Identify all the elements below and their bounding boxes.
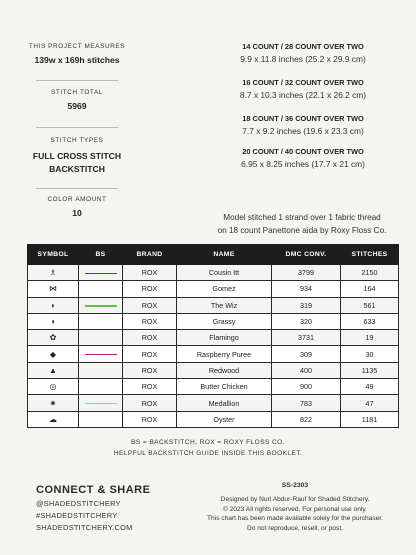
symbol-cell — [28, 330, 79, 346]
bs-cell — [79, 281, 123, 297]
brand-cell: ROX — [123, 411, 177, 427]
count-dimensions: 9.9 x 11.8 inches (25.2 x 29.9 cm) — [240, 54, 366, 64]
count-heading: 18 COUNT / 36 COUNT OVER TWO — [242, 114, 364, 123]
symbol-cell — [28, 379, 79, 395]
brand-cell: ROX — [123, 379, 177, 395]
table-row — [28, 330, 399, 346]
name-cell: Redwood — [177, 362, 272, 378]
symbol-cell — [28, 313, 79, 329]
name-cell: Gomez — [177, 281, 272, 297]
backstitch-line-swatch — [85, 403, 117, 404]
connect-title: CONNECT & SHARE — [36, 484, 151, 496]
bs-cell — [79, 330, 123, 346]
name-cell: Cousin Itt — [177, 265, 272, 281]
symbol-cell — [28, 395, 79, 411]
model-note-line1: Model stitched 1 strand over 1 fabric thread — [223, 213, 381, 222]
divider — [36, 188, 118, 189]
brand-cell: ROX — [123, 330, 177, 346]
bs-cell — [79, 362, 123, 378]
symbol-cell — [28, 265, 79, 281]
color-amount-value: 10 — [72, 208, 82, 218]
measures-value: 139w x 169h stitches — [34, 55, 120, 65]
count-heading: 14 COUNT / 28 COUNT OVER TWO — [242, 42, 364, 51]
dmc-cell: 822 — [272, 411, 341, 427]
stitches-cell: 1181 — [341, 411, 399, 427]
count-heading: 16 COUNT / 32 COUNT OVER TWO — [242, 78, 364, 87]
table-row — [28, 379, 399, 395]
symbol-cell — [28, 281, 79, 297]
brand-cell: ROX — [123, 297, 177, 313]
table-header-row — [28, 245, 399, 265]
legend-note: BS = BACKSTITCH, ROX = ROXY FLOSS CO. — [131, 439, 285, 446]
divider — [36, 127, 118, 128]
stitch-type-backstitch: BACKSTITCH — [49, 164, 105, 174]
stitch-total-block — [18, 89, 136, 113]
color-amount-label: COLOR AMOUNT — [47, 196, 107, 203]
chart-symbol-icon: ◎ — [49, 382, 57, 392]
legal-block — [190, 481, 400, 533]
column-header-stitches: STITCHES — [341, 245, 399, 265]
backstitch-line-swatch — [85, 305, 117, 306]
dmc-cell: 309 — [272, 346, 341, 362]
dmc-cell: 934 — [272, 281, 341, 297]
brand-cell: ROX — [123, 346, 177, 362]
legal-line: Do not reproduce, resell, or post. — [246, 524, 344, 532]
chart-symbol-icon: ✿ — [49, 333, 57, 343]
column-header-symbol: SYMBOL — [28, 245, 79, 265]
legal-line: © 2023 All rights reserved. For personal use only. — [222, 505, 367, 513]
count-20 — [205, 147, 401, 169]
chart-symbol-icon: ⋈ — [49, 284, 57, 294]
stitches-cell: 1135 — [341, 362, 399, 378]
symbol-cell — [28, 411, 79, 427]
count-18 — [205, 114, 401, 136]
table-row — [28, 395, 399, 411]
brand-cell: ROX — [123, 362, 177, 378]
symbol-cell — [28, 362, 79, 378]
table-body — [28, 265, 399, 428]
backstitch-line-swatch — [85, 354, 117, 355]
chart-symbol-icon: ☁ — [49, 414, 57, 424]
bs-cell — [79, 395, 123, 411]
model-note — [195, 211, 409, 237]
stitches-cell: 47 — [341, 395, 399, 411]
brand-cell: ROX — [123, 395, 177, 411]
stitch-type-full-cross: FULL CROSS STITCH — [32, 151, 122, 161]
table-row — [28, 313, 399, 329]
backstitch-guide-note: HELPFUL BACKSTITCH GUIDE INSIDE THIS BOOKLET. — [113, 450, 303, 457]
name-cell: Flamingo — [177, 330, 272, 346]
stitches-cell: 49 — [341, 379, 399, 395]
divider — [36, 80, 118, 81]
model-note-line2: on 18 count Panettone aida by Roxy Floss Co. — [217, 226, 387, 235]
dmc-cell: 900 — [272, 379, 341, 395]
column-header-brand: BRAND — [123, 245, 177, 265]
stitches-cell: 2150 — [341, 265, 399, 281]
bs-cell — [79, 265, 123, 281]
table-row — [28, 281, 399, 297]
count-14 — [205, 42, 401, 64]
instagram-handle: @SHADEDSTITCHERY — [36, 499, 121, 508]
name-cell: Medallion — [177, 395, 272, 411]
website: SHADEDSTITCHERY.COM — [36, 523, 133, 532]
count-dimensions: 8.7 x 10.3 inches (22.1 x 26.2 cm) — [239, 90, 367, 100]
count-heading: 20 COUNT / 40 COUNT OVER TWO — [242, 147, 364, 156]
dmc-cell: 783 — [272, 395, 341, 411]
column-header-name: NAME — [177, 245, 272, 265]
stitches-cell: 561 — [341, 297, 399, 313]
dmc-cell: 320 — [272, 313, 341, 329]
bs-cell — [79, 411, 123, 427]
measures-block — [18, 43, 136, 67]
bs-cell — [79, 346, 123, 362]
count-16 — [205, 78, 401, 100]
name-cell: Butter Chicken — [177, 379, 272, 395]
chart-symbol-icon: ▲ — [49, 365, 57, 375]
connect-share-block — [36, 484, 150, 532]
count-dimensions: 7.7 x 9.2 inches (19.6 x 23.3 cm) — [242, 126, 364, 136]
stitch-total-value: 5969 — [67, 101, 87, 111]
symbol-cell — [28, 297, 79, 313]
dmc-cell: 319 — [272, 297, 341, 313]
column-header-dmc: DMC CONV. — [272, 245, 341, 265]
measures-label: THIS PROJECT MEASURES — [28, 43, 126, 50]
name-cell: The Wiz — [177, 297, 272, 313]
backstitch-line-swatch — [85, 273, 117, 274]
stitch-types-label: STITCH TYPES — [50, 137, 104, 144]
table-row — [28, 362, 399, 378]
color-amount-block — [18, 196, 136, 220]
pattern-code: SS-2303 — [281, 482, 309, 489]
bs-cell — [79, 313, 123, 329]
symbol-cell — [28, 346, 79, 362]
stitches-cell: 164 — [341, 281, 399, 297]
chart-symbol-icon: ✷ — [49, 398, 57, 408]
table-row — [28, 346, 399, 362]
bs-cell — [79, 297, 123, 313]
dmc-cell: 3731 — [272, 330, 341, 346]
brand-cell: ROX — [123, 313, 177, 329]
hashtag: #SHADEDSTITCHERY — [36, 511, 118, 520]
chart-symbol-icon: ◖ — [50, 317, 56, 327]
legal-line: This chart has been made available solely for the purchaser. — [207, 515, 383, 523]
table-row — [28, 297, 399, 313]
brand-cell: ROX — [123, 265, 177, 281]
chart-symbol-icon: ♗ — [49, 268, 57, 278]
dmc-cell: 3799 — [272, 265, 341, 281]
table-row — [28, 265, 399, 281]
chart-symbol-icon: ◗ — [50, 300, 56, 310]
bs-cell — [79, 379, 123, 395]
name-cell: Oyster — [177, 411, 272, 427]
name-cell: Grassy — [177, 313, 272, 329]
column-header-bs: BS — [79, 245, 123, 265]
stitches-cell: 19 — [341, 330, 399, 346]
legal-line: Designed by Nuri Abdur-Rauf for Shaded Stitchery. — [220, 496, 370, 504]
brand-cell: ROX — [123, 281, 177, 297]
color-key-table — [27, 244, 399, 428]
chart-symbol-icon: ◆ — [49, 349, 57, 359]
name-cell: Raspberry Puree — [177, 346, 272, 362]
table-row — [28, 411, 399, 427]
stitch-types-block — [18, 137, 136, 176]
stitches-cell: 633 — [341, 313, 399, 329]
stitch-total-label: STITCH TOTAL — [51, 89, 103, 96]
dmc-cell: 400 — [272, 362, 341, 378]
count-dimensions: 6.95 x 8.25 inches (17.7 x 21 cm) — [241, 159, 365, 169]
stitches-cell: 30 — [341, 346, 399, 362]
